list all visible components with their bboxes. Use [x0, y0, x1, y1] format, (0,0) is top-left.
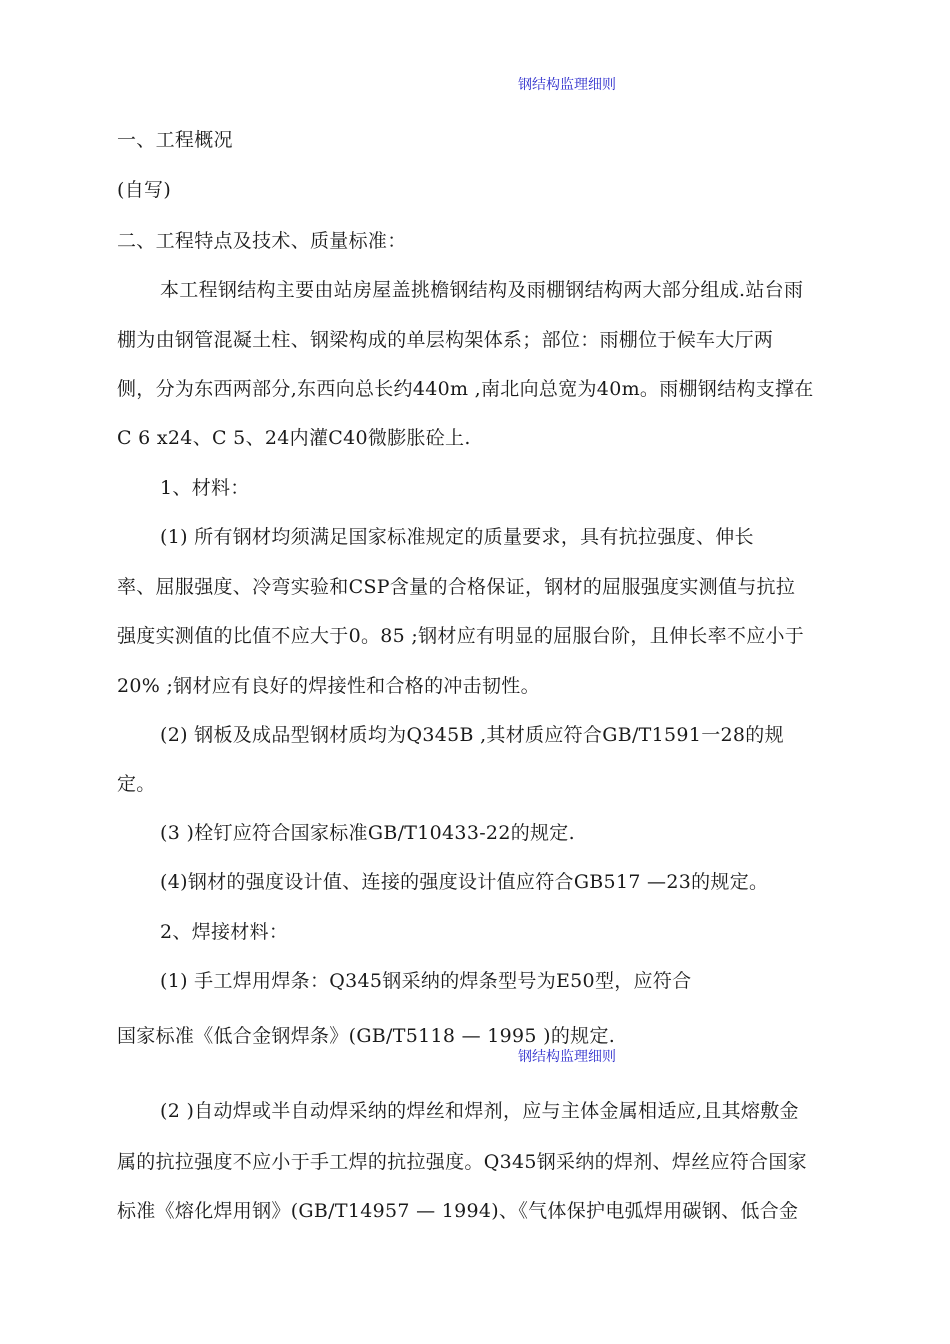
paragraph-line: 率、屈服强度、冷弯实验和CSP含量的合格保证，钢材的屈服强度实测值与抗拉 [117, 576, 796, 598]
page-header [0, 1046, 950, 1066]
subsection-heading: 2、焊接材料： [160, 921, 289, 943]
paragraph-line: 定。 [117, 773, 156, 795]
paragraph-line: 20% ;钢材应有良好的焊接性和合格的冲击韧性。 [117, 675, 540, 697]
placeholder-text: (自写) [117, 179, 172, 201]
paragraph-line: (1) 所有钢材均须满足国家标准规定的质量要求，具有抗拉强度、伸长 [160, 526, 754, 548]
paragraph-line: 标准《熔化焊用钢》(GB/T14957 — 1994)、《气体保护电弧焊用碳钢、低合金 [117, 1200, 799, 1222]
paragraph-line: (2 )自动焊或半自动焊采纳的焊丝和焊剂，应与主体金属相适应,且其熔敷金 [160, 1100, 799, 1122]
paragraph-line: 属的抗拉强度不应小于手工焊的抗拉强度。Q345钢采纳的焊剂、焊丝应符合国家 [117, 1151, 807, 1173]
paragraph-line: 国家标准《低合金钢焊条》(GB/T5118 — 1995 )的规定. [117, 1025, 616, 1047]
paragraph-line: (2) 钢板及成品型钢材质均为Q345B ,其材质应符合GB/T1591一28的规 [160, 724, 784, 746]
paragraph-line: C 6 x24、C 5、24内灌C40微膨胀砼上. [117, 427, 471, 449]
header-title: 钢结构监理细则 [518, 1049, 616, 1065]
paragraph-line: 棚为由钢管混凝土柱、钢梁构成的单层构架体系；部位：雨棚位于候车大厅两 [117, 329, 774, 351]
paragraph-line: (1) 手工焊用焊条：Q345钢采纳的焊条型号为E50型，应符合 [160, 970, 692, 992]
section-heading-1: 一、工程概况 [117, 129, 233, 151]
paragraph-line: (4)钢材的强度设计值、连接的强度设计值应符合GB517 —23的规定。 [160, 871, 769, 893]
subsection-heading: 1、材料： [160, 477, 250, 499]
paragraph-line: 本工程钢结构主要由站房屋盖挑檐钢结构及雨棚钢结构两大部分组成.站台雨 [160, 279, 804, 301]
paragraph-line: 侧，分为东西两部分,东西向总长约440m ,南北向总宽为40m。雨棚钢结构支撑在 [117, 378, 814, 400]
header-title: 钢结构监理细则 [518, 77, 616, 93]
paragraph-line: (3 )栓钉应符合国家标准GB/T10433-22的规定. [160, 822, 575, 844]
paragraph-line: 强度实测值的比值不应大于0。85 ;钢材应有明显的屈服台阶，且伸长率不应小于 [117, 625, 805, 647]
section-heading-2: 二、工程特点及技术、质量标准： [117, 230, 407, 252]
page-header [0, 74, 950, 94]
